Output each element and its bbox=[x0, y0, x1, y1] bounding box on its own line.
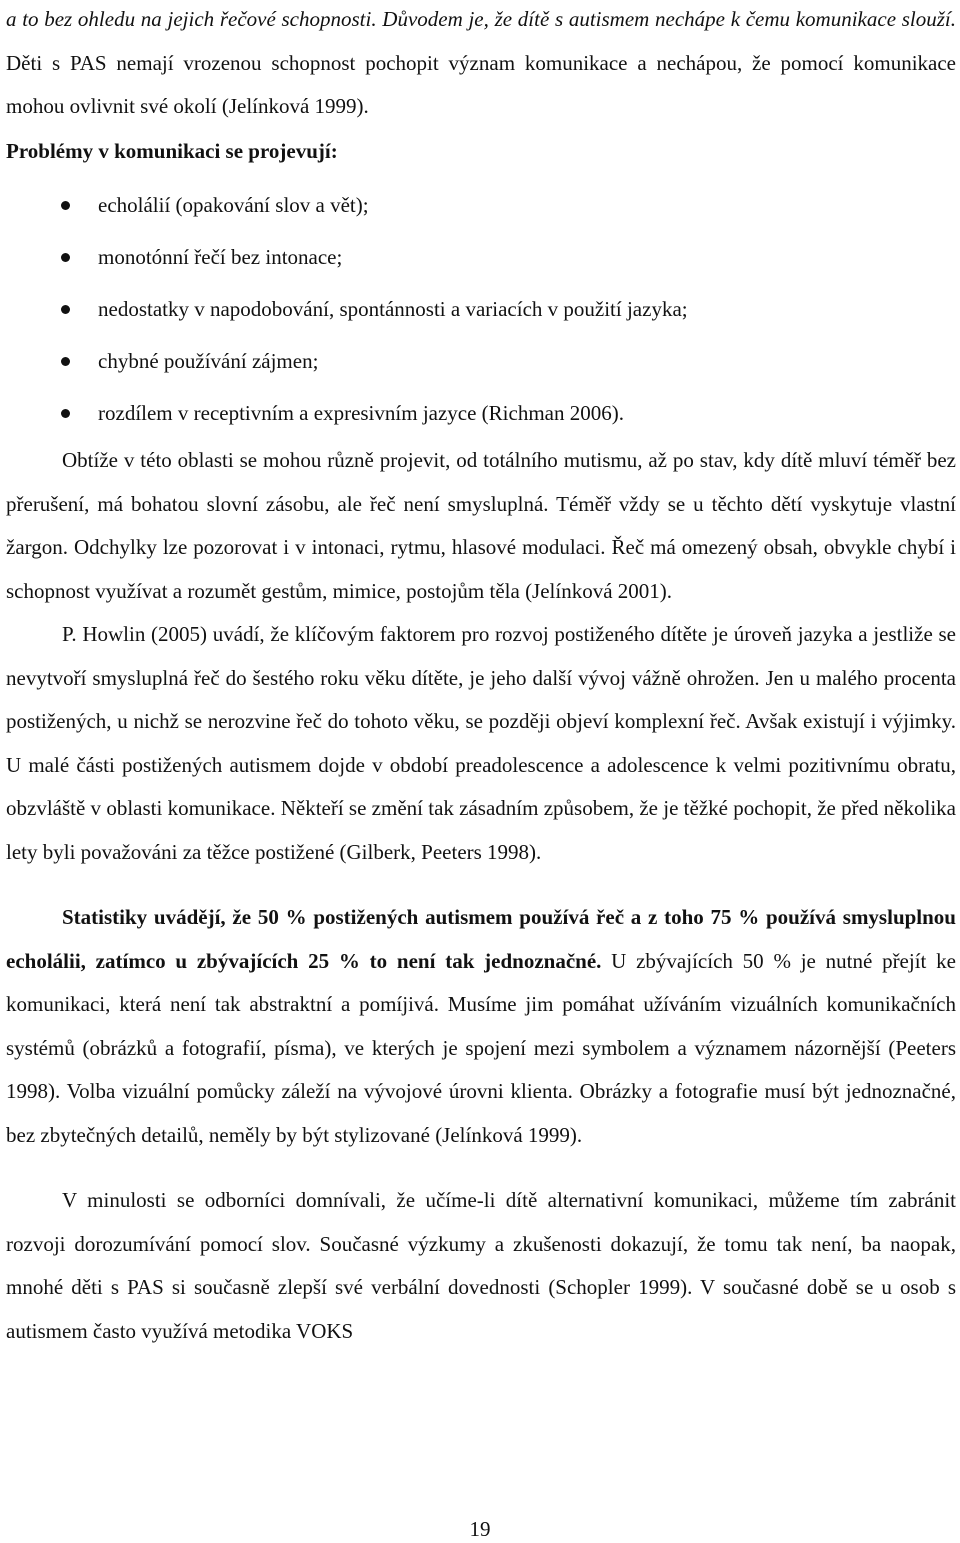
statistics-rest-text: U zbývajících 50 % je nutné přejít ke komunikaci, která není tak abstraktní a pomíjivá. Musíme jim pomáhat užíváním vizuálních komunikačních systémů (obrázků a fotografií, písma), ve kterých je spojení mezi symbolem a významem názornější (Peeters 1998). Volba vizuální pomůcky záleží na vývojové úrovni klienta. Obrázky a fotografie musí být jednoznačné, bez zbytečných detailů, neměly by být stylizované (Jelínková 1999). bbox=[6, 948, 956, 1147]
bullet-icon bbox=[61, 357, 70, 366]
statistics-bold-text: Statistiky uvádějí, že 50 % postižených autismem používá řeč a z toho 75 % používá smysluplnou echolálii, zatímco u zbývajících 25 % to není tak jednoznačné. bbox=[6, 905, 956, 973]
problems-list bbox=[6, 179, 956, 439]
paragraph-statistiky bbox=[6, 896, 956, 1157]
list-item bbox=[6, 179, 956, 231]
bullet-icon bbox=[61, 253, 70, 262]
intro-italic-text: a to bez ohledu na jejich řečové schopnosti. Důvodem je, že dítě s autismem nechápe k čemu komunikace slouží. bbox=[6, 7, 956, 31]
list-item bbox=[6, 335, 956, 387]
bullet-icon bbox=[61, 409, 70, 418]
bullet-icon bbox=[61, 201, 70, 210]
page-number: 19 bbox=[469, 1517, 491, 1541]
list-item bbox=[6, 387, 956, 439]
paragraph-obtize: Obtíže v této oblasti se mohou různě projevit, od totálního mutismu, až po stav, kdy dítě mluví téměř bez přerušení, má bohatou slovní zásobu, ale řeč není smysluplná. Téměř vždy se u těchto dětí vyskytuje vlastní žargon. Odchylky lze pozorovat i v intonaci, rytmu, hlasové modulaci. Řeč má omezený obsah, obvykle chybí i schopnost využívat a rozumět gestům, mimice, postojům těla (Jelínková 2001). bbox=[6, 448, 956, 603]
list-item bbox=[6, 283, 956, 335]
list-item-text: chybné používání zájmen; bbox=[98, 349, 319, 373]
intro-normal-text: Děti s PAS nemají vrozenou schopnost pochopit význam komunikace a nechápou, že pomocí komunikace mohou ovlivnit své okolí (Jelínková 1999). bbox=[6, 50, 956, 118]
intro-paragraph bbox=[6, 0, 956, 129]
bullet-icon bbox=[61, 305, 70, 314]
document-page bbox=[6, 0, 956, 1353]
list-item-text: echolálií (opakování slov a vět); bbox=[98, 193, 369, 217]
list-item-text: monotónní řečí bez intonace; bbox=[98, 245, 343, 269]
paragraph-howlin: P. Howlin (2005) uvádí, že klíčovým faktorem pro rozvoj postiženého dítěte je úroveň jazyka a jestliže se nevytvoří smysluplná řeč do šestého roku věku dítěte, je jeho další vývoj vážně ohrožen. Jen u malého procenta postižených, u nichž se nerozvine řeč do tohoto věku, se později objeví komplexní řeč. Avšak existují i výjimky. U malé části postižených autismem dojde v období preadolescence a adolescence k velmi pozitivnímu obratu, obzvláště v oblasti komunikace. Někteří se změní tak zásadním způsobem, že je těžké pochopit, že před několika lety byli považováni za těžce postižené (Gilberk, Peeters 1998). bbox=[6, 622, 956, 864]
section-heading: Problémy v komunikaci se projevují: bbox=[6, 138, 338, 163]
paragraph-minulost: V minulosti se odborníci domnívali, že učíme-li dítě alternativní komunikaci, můžeme tím zabránit rozvoji dorozumívání pomocí slov. Současné výzkumy a zkušenosti dokazují, že tomu tak není, ba naopak, mnohé děti s PAS si současně zlepší své verbální dovednosti (Schopler 1999). V současné době se u osob s autismem často využívá metodika VOKS bbox=[6, 1188, 956, 1343]
list-item bbox=[6, 231, 956, 283]
list-item-text: nedostatky v napodobování, spontánnosti a variacích v použití jazyka; bbox=[98, 297, 688, 321]
list-item-text: rozdílem v receptivním a expresivním jazyce (Richman 2006). bbox=[98, 401, 624, 425]
